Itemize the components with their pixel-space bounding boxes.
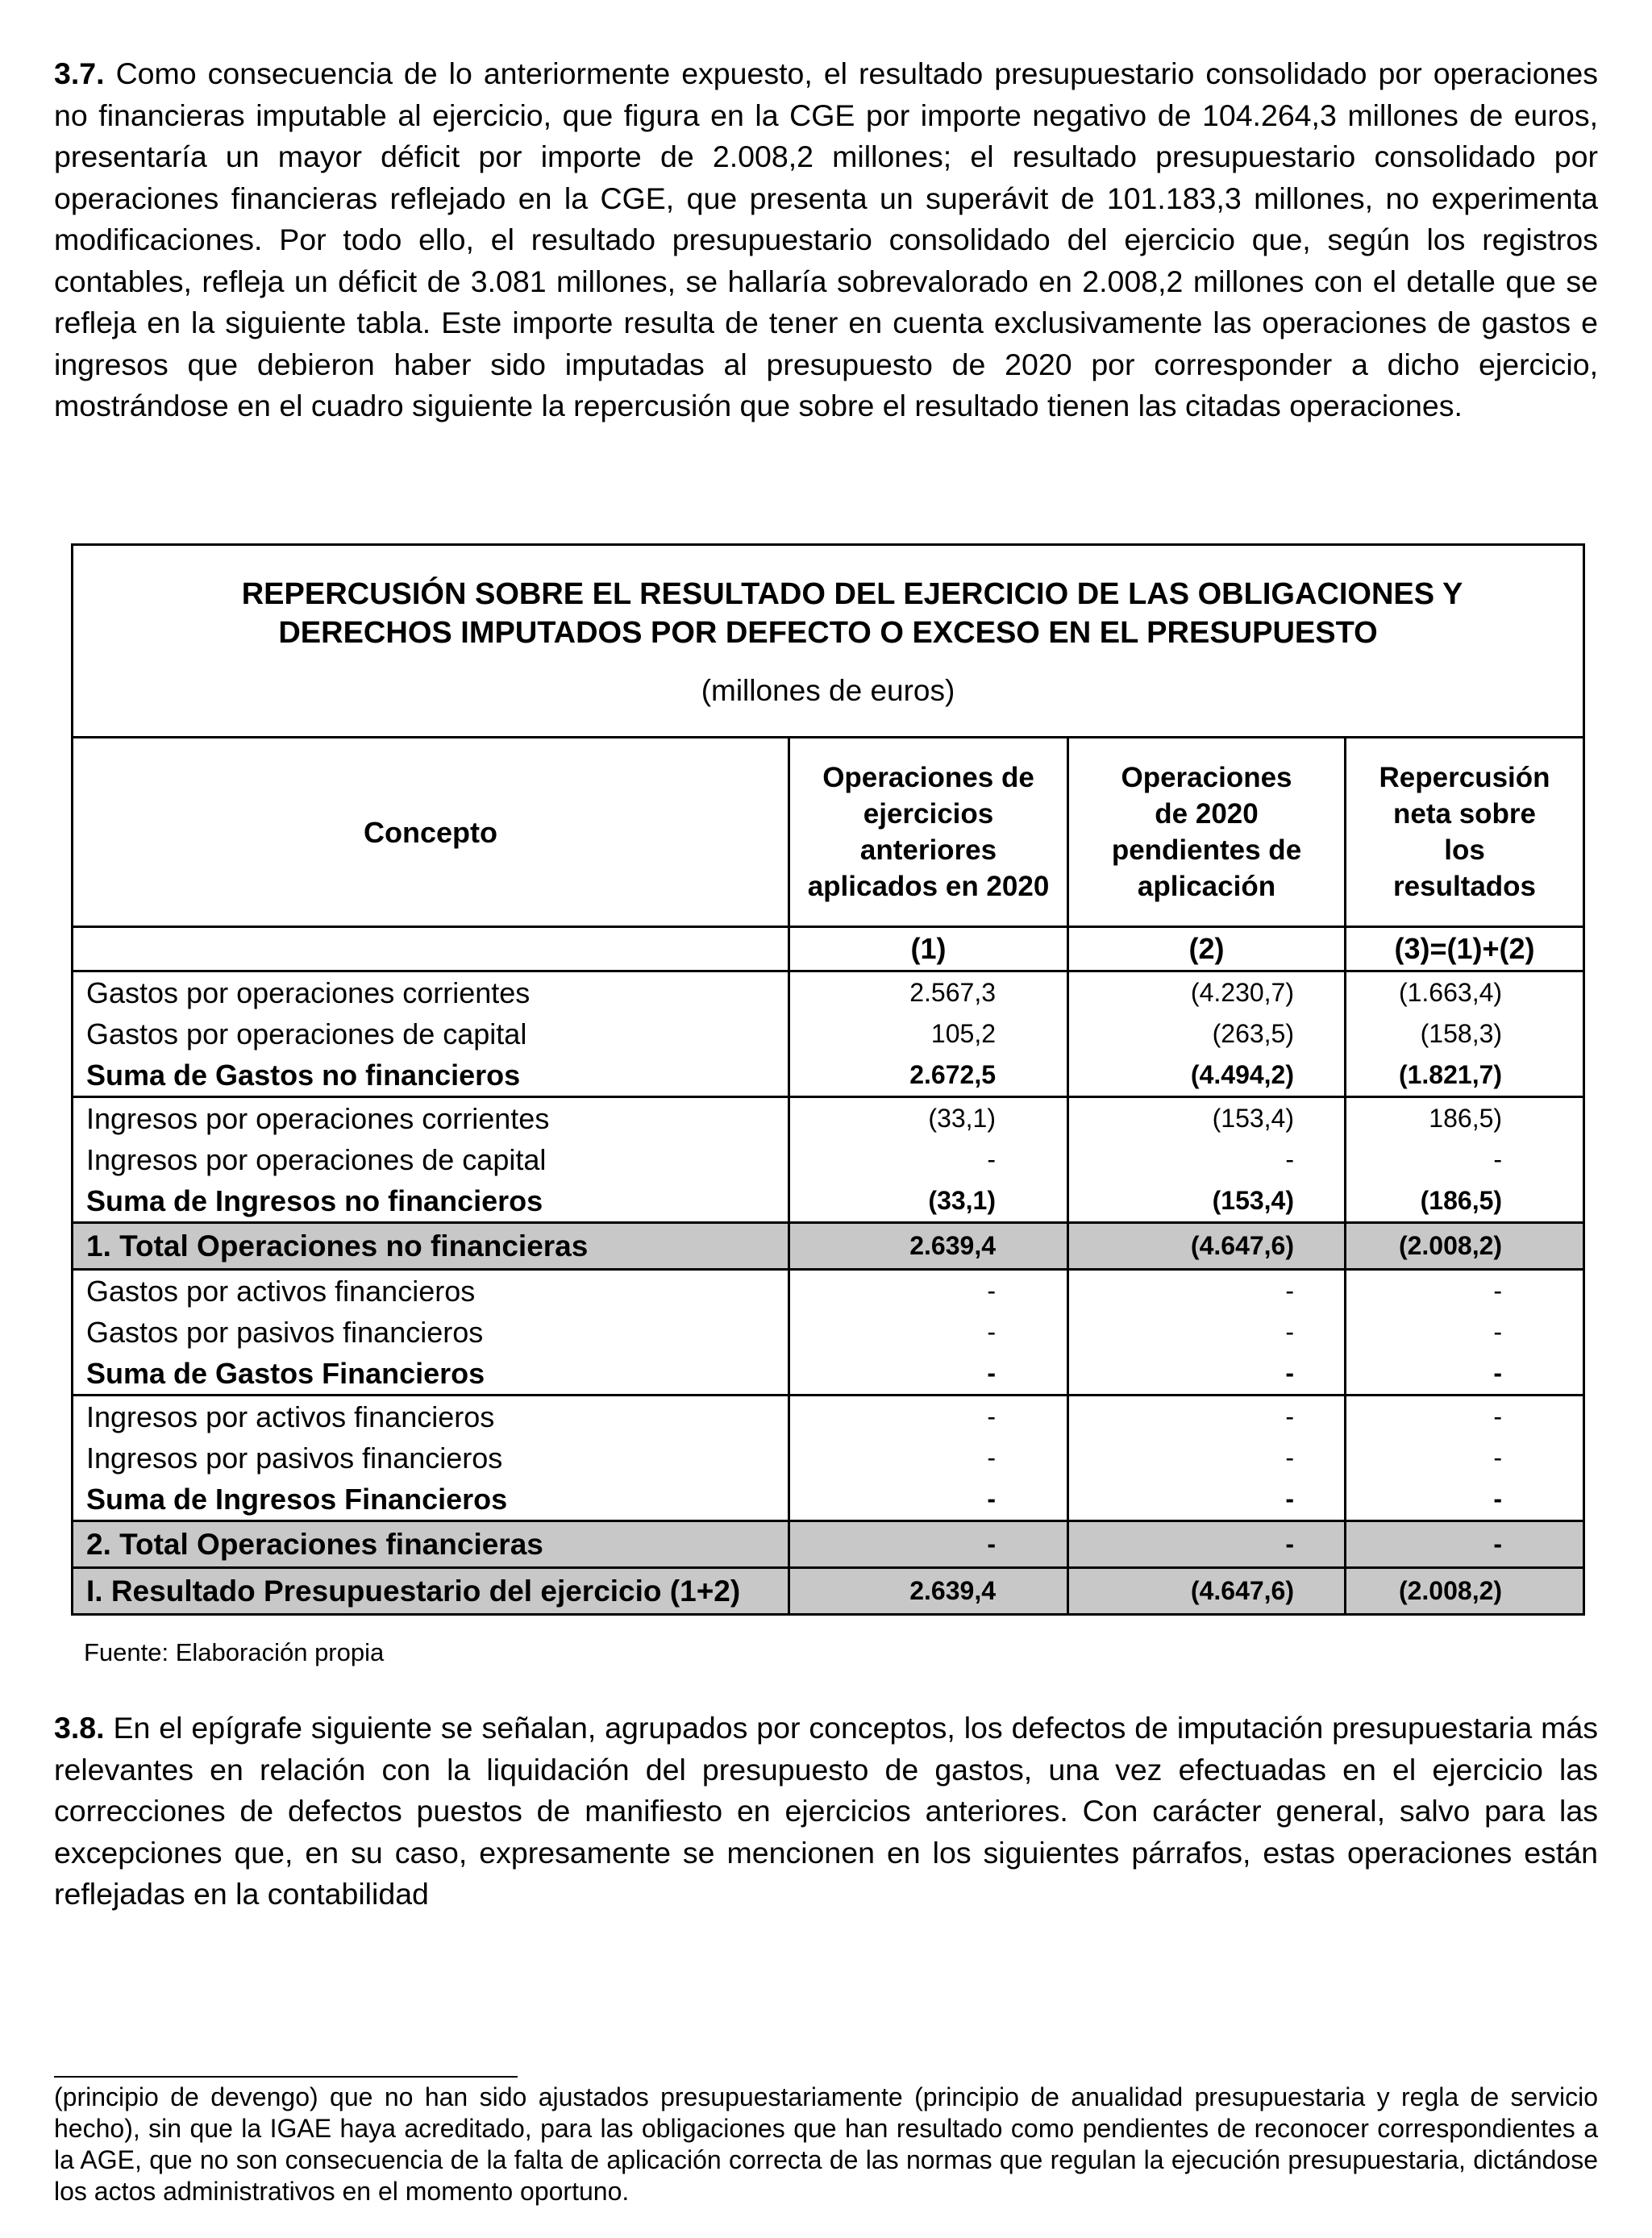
table-row [73, 1097, 1584, 1140]
row-label: 1. Total Operaciones no financieras [73, 1223, 789, 1270]
header-col-1 [789, 738, 1068, 927]
table-row [73, 1013, 1584, 1055]
row-value-1: (33,1) [789, 1097, 1068, 1140]
table-row [73, 1139, 1584, 1180]
footnote: (principio de devengo) que no han sido ajustados presupuestariamente (principio de anualidad presupuestaria y regla de servicio hecho), sin que la IGAE haya acreditado, para las obligaciones que han resultado como pendientes de reconocer correspondientes a la AGE, que no son consecuencia de la falta de aplicación correcta de las normas que regulan la ejecución presupuestaria, dictándose los actos administrativos en el momento oportuno. [54, 2082, 1598, 2206]
header-col-3-line: resultados [1393, 871, 1537, 902]
row-value-2: - [1068, 1437, 1346, 1479]
row-value-1: - [789, 1270, 1068, 1312]
row-value-3: 186,5) [1346, 1097, 1584, 1140]
row-value-2: (4.494,2) [1068, 1055, 1346, 1097]
code-col-1: (1) [789, 927, 1068, 971]
header-col-1-line: ejercicios [863, 798, 994, 830]
row-value-2: - [1068, 1312, 1346, 1353]
header-col-3-line: Repercusión [1379, 762, 1550, 793]
row-value-3: (158,3) [1346, 1013, 1584, 1055]
row-label: Gastos por operaciones de capital [73, 1013, 789, 1055]
row-value-1: - [789, 1437, 1068, 1479]
row-value-1: 2.567,3 [789, 971, 1068, 1014]
header-col-3-line: neta sobre [1393, 798, 1537, 830]
code-col-2: (2) [1068, 927, 1346, 971]
row-value-3: (2.008,2) [1346, 1568, 1584, 1615]
row-value-2: - [1068, 1270, 1346, 1312]
row-value-2: (153,4) [1068, 1180, 1346, 1223]
table-row-total [73, 1223, 1584, 1270]
table-row [73, 1353, 1584, 1396]
header-col-2-line: de 2020 [1155, 798, 1259, 830]
row-value-3: - [1346, 1353, 1584, 1396]
row-label: Gastos por pasivos financieros [73, 1312, 789, 1353]
row-value-1: 2.639,4 [789, 1223, 1068, 1270]
row-value-1: - [789, 1312, 1068, 1353]
table-row [73, 1437, 1584, 1479]
header-col-1-line: aplicados en 2020 [807, 871, 1050, 902]
row-value-1: - [789, 1521, 1068, 1568]
row-label: Gastos por activos financieros [73, 1270, 789, 1312]
table-title-line-1: REPERCUSIÓN SOBRE EL RESULTADO DEL EJERCICIO DE LAS OBLIGACIONES Y [241, 577, 1463, 611]
row-label: Suma de Gastos Financieros [73, 1353, 789, 1396]
row-label: Suma de Ingresos no financieros [73, 1180, 789, 1223]
row-value-1: - [789, 1396, 1068, 1438]
row-value-2: (263,5) [1068, 1013, 1346, 1055]
row-value-1: (33,1) [789, 1180, 1068, 1223]
row-value-2: - [1068, 1353, 1346, 1396]
row-value-1: 105,2 [789, 1013, 1068, 1055]
row-value-1: - [789, 1479, 1068, 1521]
row-label: 2. Total Operaciones financieras [73, 1521, 789, 1568]
row-value-2: (4.647,6) [1068, 1568, 1346, 1615]
row-value-3: (2.008,2) [1346, 1223, 1584, 1270]
footnote-divider [54, 2076, 518, 2078]
paragraph-number: 3.8. [54, 1711, 105, 1745]
row-value-3: - [1346, 1521, 1584, 1568]
row-value-1: 2.672,5 [789, 1055, 1068, 1097]
row-value-2: - [1068, 1521, 1346, 1568]
row-value-2: (4.647,6) [1068, 1223, 1346, 1270]
table-code-row [73, 927, 1584, 971]
row-value-2: (153,4) [1068, 1097, 1346, 1140]
row-label: Ingresos por activos financieros [73, 1396, 789, 1438]
header-col-2-line: pendientes de [1111, 834, 1302, 866]
row-label: Suma de Ingresos Financieros [73, 1479, 789, 1521]
paragraph-text: En el epígrafe siguiente se señalan, agrupados por conceptos, los defectos de imputación presupuestaria más relevantes en relación con la liquidación del presupuesto de gastos, una vez efectuadas en el ejercicio las correcciones de defectos puestos de manifiesto en ejercicios anteriores. Con carácter general, salvo para las excepciones que, en su caso, expresamente se mencionen en los siguientes párrafos, estas operaciones están reflejadas en la contabilidad [54, 1711, 1598, 1911]
table-row [73, 1180, 1584, 1223]
header-col-2 [1068, 738, 1346, 927]
header-concepto: Concepto [73, 738, 789, 927]
row-value-1: 2.639,4 [789, 1568, 1068, 1615]
row-value-3: - [1346, 1479, 1584, 1521]
table-row [73, 971, 1584, 1014]
table-row [73, 1270, 1584, 1312]
row-value-2: - [1068, 1139, 1346, 1180]
paragraph-3-8 [54, 1708, 1598, 1916]
row-value-3: - [1346, 1139, 1584, 1180]
header-col-3-line: los [1444, 834, 1485, 866]
row-value-3: - [1346, 1437, 1584, 1479]
table-unit: (millones de euros) [701, 674, 955, 707]
row-label: I. Resultado Presupuestario del ejercicio (1+2) [73, 1568, 789, 1615]
paragraph-text: Como consecuencia de lo anteriormente expuesto, el resultado presupuestario consolidado por operaciones no financieras imputable al ejercicio, que figura en la CGE por importe negativo de 104.264,3 millones de euros, presentaría un mayor déficit por importe de 2.008,2 millones; el resultado presupuestario consolidado por operaciones financieras reflejado en la CGE, que presenta un superávit de 101.183,3 millones, no experimenta modificaciones. Por todo ello, el resultado presupuestario consolidado del ejercicio que, según los registros contables, refleja un déficit de 3.081 millones, se hallaría sobrevalorado en 2.008,2 millones con el detalle que se refleja en la siguiente tabla. Este importe resulta de tener en cuenta exclusivamente las operaciones de gastos e ingresos que debieron haber sido imputadas al presupuesto de 2020 por corresponder a dicho ejercicio, mostrándose en el cuadro siguiente la repercusión que sobre el resultado tienen las citadas operaciones. [54, 56, 1599, 422]
row-value-2: - [1068, 1396, 1346, 1438]
repercusion-table [71, 543, 1585, 1616]
row-value-2: - [1068, 1479, 1346, 1521]
table-row [73, 1055, 1584, 1097]
row-value-1: - [789, 1139, 1068, 1180]
row-value-3: - [1346, 1396, 1584, 1438]
header-col-3 [1346, 738, 1584, 927]
row-value-3: - [1346, 1270, 1584, 1312]
table-title-line-2: DERECHOS IMPUTADOS POR DEFECTO O EXCESO EN EL PRESUPUESTO [278, 616, 1378, 650]
header-col-2-line: aplicación [1137, 871, 1276, 902]
table-row-grand-total [73, 1568, 1584, 1615]
table-row [73, 1312, 1584, 1353]
row-label: Ingresos por operaciones corrientes [73, 1097, 789, 1140]
table-title-cell [73, 545, 1584, 738]
code-col-3: (3)=(1)+(2) [1346, 927, 1584, 971]
row-value-1: - [789, 1353, 1068, 1396]
table-row [73, 1396, 1584, 1438]
code-blank [73, 927, 789, 971]
row-label: Ingresos por operaciones de capital [73, 1139, 789, 1180]
table-row-total [73, 1521, 1584, 1568]
row-value-3: - [1346, 1312, 1584, 1353]
row-value-3: (186,5) [1346, 1180, 1584, 1223]
row-label: Ingresos por pasivos financieros [73, 1437, 789, 1479]
row-value-3: (1.663,4) [1346, 971, 1584, 1014]
row-value-2: (4.230,7) [1068, 971, 1346, 1014]
paragraph-number: 3.7. [54, 56, 105, 90]
table-source: Fuente: Elaboración propia [84, 1638, 385, 1666]
paragraph-3-7 [54, 53, 1598, 427]
repercusion-table-wrapper [71, 543, 1583, 1616]
table-row [73, 1479, 1584, 1521]
header-col-1-line: anteriores [859, 834, 997, 866]
row-label: Suma de Gastos no financieros [73, 1055, 789, 1097]
header-col-2-line: Operaciones [1121, 762, 1292, 793]
header-col-1-line: Operaciones de [822, 762, 1034, 793]
table-header-row [73, 738, 1584, 927]
row-value-3: (1.821,7) [1346, 1055, 1584, 1097]
row-label: Gastos por operaciones corrientes [73, 971, 789, 1014]
